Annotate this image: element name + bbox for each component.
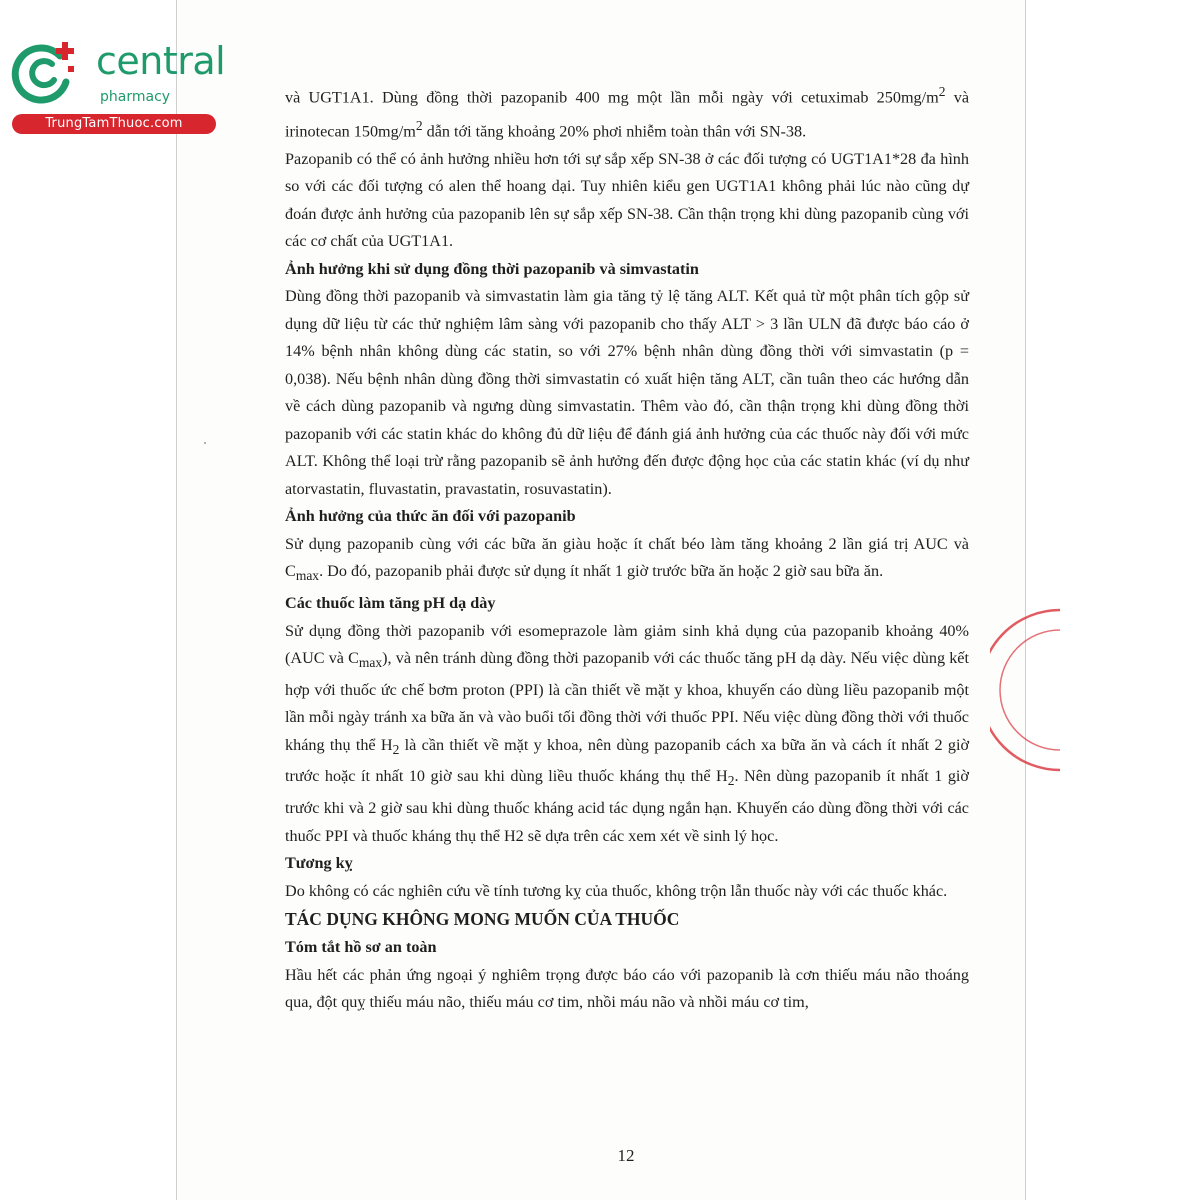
paragraph-incompatibility: Do không có các nghiên cứu về tính tương kỵ của thuốc, không trộn lẫn thuốc này với các thuốc khác. (285, 881, 948, 900)
logo-subtitle: pharmacy (100, 89, 171, 105)
heading-simvastatin: Ảnh hưởng khi sử dụng đồng thời pazopanib và simvastatin (285, 259, 699, 278)
heading-gastric-ph: Các thuốc làm tăng pH dạ dày (285, 594, 496, 613)
central-pharmacy-logo (8, 36, 226, 140)
paragraph-ugt1a1-cetuximab: và UGT1A1. Dùng đồng thời pazopanib 400 mg một lần mỗi ngày với cetuximab $250mg/m^2$ và irinotecan $150mg/m^2$ dẫn tới tăng khoảng 20% phơi nhiễm toàn thân với SN-38. (285, 84, 969, 141)
paragraph-food-effect: Sử dụng pazopanib cùng với các bữa ăn giàu hoặc ít chất béo làm tăng khoảng 2 lần giá trị AUC và $C_{max}$. Do đó, pazopanib phải được sử dụng ít nhất 1 giờ trước bữa ăn hoặc 2 giờ sau bữa ăn. (285, 534, 969, 584)
page-number: 12 (617, 1146, 635, 1165)
paragraph-gastric-ph: Sử dụng đồng thời pazopanib với esomeprazole làm giảm sinh khả dụng của pazopanib khoảng 40% (AUC và $C_{max}$), và nên tránh dùng đồng thời pazopanib với các thuốc tăng pH dạ dày. Nếu việc dùng kết hợp với thuốc ức chế bơm proton (PPI) là cần thiết về mặt y khoa, khuyến cáo dùng liều pazopanib một lần mỗi ngày tránh xa bữa ăn và vào buổi tối đồng thời với thuốc PPI. Nếu việc dùng đồng thời với thuốc kháng thụ thể $H_2$ là cần thiết về mặt y khoa, nên dùng pazopanib cách xa bữa ăn và cách ít nhất 2 giờ trước hoặc ít nhất 10 giờ sau khi dùng liều thuốc kháng thụ thể $H_2$. Nên dùng pazopanib ít nhất 1 giờ trước khi và 2 giờ sau khi dùng thuốc kháng acid tác dụng ngắn hạn. Khuyến cáo dùng đồng thời với các thuốc PPI và thuốc kháng thụ thể H2 sẽ dựa trên các xem xét về sinh lý học. (285, 621, 970, 845)
logo-site-banner: TrungTamThuoc.com (12, 114, 216, 134)
logo-brand-text: central (96, 39, 226, 83)
red-stamp-fragment (990, 600, 1060, 780)
paragraph-simvastatin: Dùng đồng thời pazopanib và simvastatin làm gia tăng tỷ lệ tăng ALT. Kết quả từ một phân tích gộp sử dụng dữ liệu từ các thử nghiệm lâm sàng với pazopanib cho thấy ALT > 3 lần ULN đã được báo cáo ở 14% bệnh nhân không dùng các statin, so với 27% bệnh nhân dùng đồng thời với simvastatin (p = 0,038). Nếu bệnh nhân dùng đồng thời simvastatin có xuất hiện tăng ALT, cần tuân theo các hướng dẫn về cách dùng pazopanib và ngưng dùng simvastatin. Thêm vào đó, cần thận trọng khi dùng đồng thời pazopanib với các statin khác do không đủ dữ liệu để đánh giá ảnh hưởng của các thuốc này đối với mức ALT. Không thể loại trừ rằng pazopanib sẽ ảnh hưởng đến được động học của các statin khác (ví dụ như atorvastatin, fluvastatin, pravastatin, rosuvastatin). (285, 287, 969, 498)
heading-safety-summary: Tóm tắt hồ sơ an toàn (285, 938, 437, 957)
heading-food-effect: Ảnh hưởng của thức ăn đối với pazopanib (285, 507, 576, 526)
paragraph-ugt1a1-polymorphism: Pazopanib có thể có ảnh hưởng nhiều hơn tới sự sắp xếp SN-38 ở các đối tượng có UGT1A1*28 đa hình so với các đối tượng có alen thể hoang dại. Tuy nhiên kiểu gen UGT1A1 không phải lúc nào cũng dự đoán được ảnh hưởng của pazopanib lên sự sắp xếp SN-38. Cần thận trọng khi dùng pazopanib cùng với các cơ chất của UGT1A1. (285, 149, 969, 251)
pharmacy-cross-logo-icon (8, 36, 80, 108)
paragraph-safety-summary: Hầu hết các phản ứng ngoại ý nghiêm trọng được báo cáo với pazopanib là cơn thiếu máu não thoáng qua, đột quỵ thiếu máu não, thiếu máu cơ tim, nhồi máu não và nhồi máu cơ tim, (285, 965, 969, 1012)
heading-adverse-effects: TÁC DỤNG KHÔNG MONG MUỐN CỦA THUỐC (285, 909, 680, 930)
document-body (285, 78, 969, 1017)
heading-incompatibility: Tương kỵ (285, 854, 353, 873)
scan-speck (204, 442, 206, 444)
